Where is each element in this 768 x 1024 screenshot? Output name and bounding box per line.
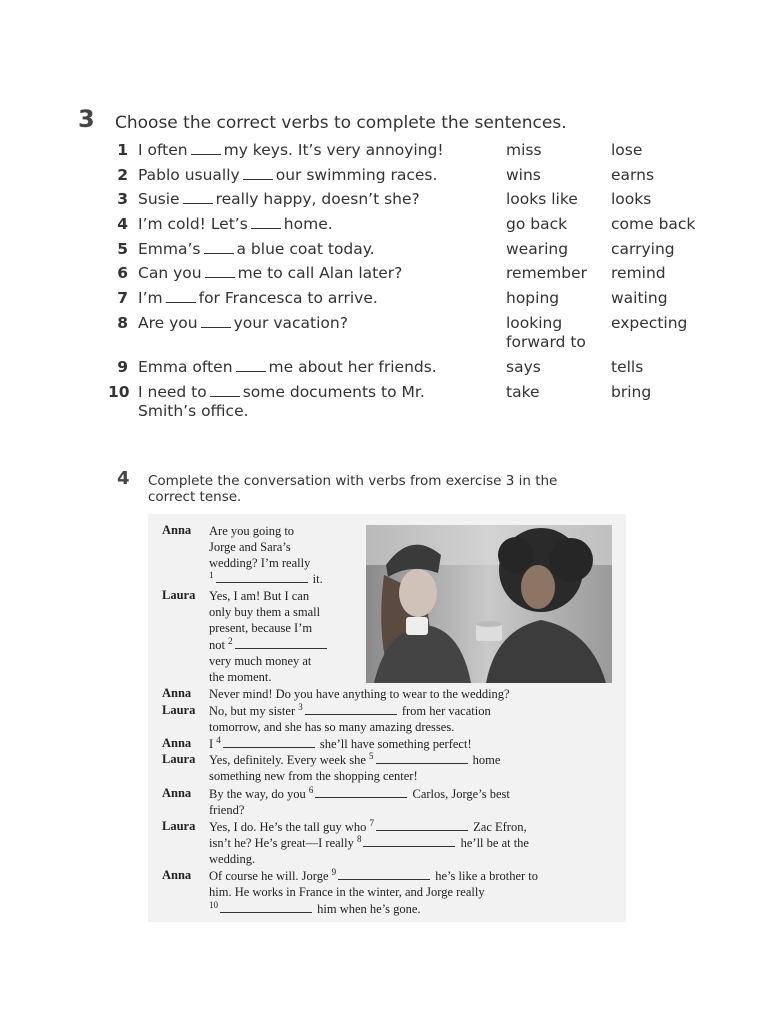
dialogue-line [209, 868, 538, 884]
dialogue-line [209, 901, 421, 917]
option-a[interactable] [506, 314, 586, 352]
sentence-10 [108, 383, 425, 421]
option-b[interactable]: bring [611, 383, 652, 401]
gap-number: 4 [216, 734, 221, 745]
speaker-anna: Anna [162, 736, 192, 750]
sentence-9 [117, 358, 437, 377]
answer-blank[interactable] [201, 315, 231, 328]
exercise-3-number: 3 [78, 105, 95, 133]
speaker-laura: Laura [162, 752, 196, 766]
option-a-line2: forward to [506, 333, 586, 351]
option-b[interactable]: carrying [611, 240, 675, 258]
speaker-anna: Anna [162, 786, 192, 800]
sentence-text: Emma’s [138, 240, 201, 258]
sentence-text: a blue coat today. [236, 240, 375, 258]
dialogue-line: only buy them a small [209, 605, 321, 619]
gap-10-blank[interactable] [220, 901, 312, 913]
item-number: 3 [117, 190, 128, 208]
answer-blank[interactable] [205, 265, 235, 278]
option-b[interactable]: come back [611, 215, 696, 233]
sentence-text: I’m [138, 289, 163, 307]
sentence-text: your vacation? [233, 314, 348, 332]
gap-8-blank[interactable] [363, 835, 455, 847]
dialogue-line: Yes, I am! But I can [209, 589, 310, 603]
sentence-8 [117, 314, 348, 333]
sentence-3 [117, 190, 420, 209]
item-number: 9 [117, 358, 128, 376]
sentence-text: Are you [138, 314, 198, 332]
gap-2-blank[interactable] [235, 637, 327, 649]
dialogue-text: Carlos, Jorge’s best [412, 787, 510, 801]
dialogue-line: wedding. [209, 852, 256, 866]
dialogue-line [209, 752, 500, 768]
option-a[interactable]: go back [506, 215, 568, 233]
option-a[interactable]: hoping [506, 289, 560, 307]
exercise-3-instruction: Choose the correct verbs to complete the sentences. [115, 113, 567, 133]
gap-4-blank[interactable] [223, 736, 315, 748]
dialogue-line: him. He works in France in the winter, and Jorge really [209, 885, 485, 899]
option-b[interactable]: waiting [611, 289, 668, 307]
dialogue-text: I [209, 737, 214, 751]
instruction-line: correct tense. [148, 489, 242, 505]
dialogue-text: it. [312, 572, 323, 586]
dialogue-line: the moment. [209, 670, 272, 684]
option-a[interactable]: wearing [506, 240, 569, 258]
item-number: 8 [117, 314, 128, 332]
speaker-laura: Laura [162, 819, 196, 833]
sentence-text: Pablo usually [138, 166, 240, 184]
dialogue-text: home [472, 753, 501, 767]
sentence-4 [117, 215, 333, 234]
sentence-text: Emma often [138, 358, 233, 376]
instruction-line: Complete the conversation with verbs from exercise 3 in the [148, 473, 558, 489]
answer-blank[interactable] [204, 241, 234, 254]
answer-blank[interactable] [183, 191, 213, 204]
sentence-text: Susie [138, 190, 180, 208]
dialogue-text: not [209, 638, 225, 652]
speaker-anna: Anna [162, 868, 192, 882]
answer-blank[interactable] [191, 142, 221, 155]
dialogue-text: from her vacation [401, 704, 491, 718]
dialogue-line: something new from the shopping center! [209, 769, 418, 783]
dialogue-line [209, 703, 491, 719]
option-a-line1: looking [506, 314, 563, 332]
dialogue-line [209, 819, 527, 835]
option-a[interactable]: miss [506, 141, 542, 159]
dialogue-text: Yes, I do. He’s the tall guy who [209, 820, 367, 834]
sentence-text: I need to [138, 383, 207, 401]
dialogue-line: Jorge and Sara’s [209, 540, 291, 554]
gap-7-blank[interactable] [376, 819, 468, 831]
sentence-text: our swimming races. [275, 166, 438, 184]
dialogue-line [209, 786, 510, 802]
gap-number: 3 [298, 701, 303, 712]
option-b[interactable]: tells [611, 358, 644, 376]
dialogue-line: friend? [209, 803, 245, 817]
dialogue-line [209, 736, 472, 752]
sentence-text: I’m cold! Let’s [138, 215, 248, 233]
item-number: 7 [117, 289, 128, 307]
answer-blank[interactable] [243, 167, 273, 180]
sentence-2 [117, 166, 438, 185]
option-b[interactable]: lose [611, 141, 643, 159]
gap-number: 6 [308, 784, 314, 795]
item-number: 2 [117, 166, 128, 184]
dialogue-line: very much money at [209, 654, 312, 668]
dialogue-text: Of course he will. Jorge [209, 869, 329, 883]
gap-6-blank[interactable] [315, 786, 407, 798]
item-number: 10 [108, 383, 130, 401]
option-b[interactable]: looks [611, 190, 652, 208]
dialogue-line: Are you going to [209, 524, 295, 538]
gap-3-blank[interactable] [305, 703, 397, 715]
option-a[interactable]: looks like [506, 190, 578, 208]
two-women-drinking-coffee-photo [366, 525, 612, 683]
option-a[interactable]: take [506, 383, 540, 401]
dialogue-line [209, 571, 323, 587]
gap-number: 5 [369, 750, 374, 761]
option-b[interactable]: remind [611, 264, 666, 282]
answer-blank[interactable] [236, 359, 266, 372]
dialogue-line [209, 637, 329, 653]
gap-number: 1 [209, 569, 214, 580]
sentence-text: Can you [138, 264, 202, 282]
sentence-text: me about her friends. [268, 358, 437, 376]
speaker-anna: Anna [162, 523, 192, 537]
gap-number: 2 [228, 635, 233, 646]
sentence-text: really happy, doesn’t she? [215, 190, 420, 208]
sentence-5 [117, 240, 375, 259]
sentence-text: my keys. It’s very annoying! [223, 141, 444, 159]
option-b[interactable]: expecting [611, 314, 688, 332]
option-a[interactable]: wins [506, 166, 541, 184]
answer-blank[interactable] [251, 216, 281, 229]
item-number: 1 [117, 141, 128, 159]
option-a[interactable]: says [506, 358, 541, 376]
dialogue-text: he’s like a brother to [435, 869, 539, 883]
sentence-text: for Francesca to arrive. [198, 289, 378, 307]
speaker-laura: Laura [162, 703, 196, 717]
gap-number: 8 [356, 833, 362, 844]
dialogue-line: tomorrow, and she has so many amazing dresses. [209, 720, 455, 734]
gap-number: 9 [331, 866, 337, 877]
sentence-text: some documents to Mr. [242, 383, 425, 401]
item-number: 6 [117, 264, 128, 282]
dialogue-line [209, 835, 529, 851]
option-b[interactable]: earns [611, 166, 655, 184]
dialogue-text: By the way, do you [209, 787, 306, 801]
gap-9-blank[interactable] [338, 868, 430, 880]
exercise-4-number: 4 [117, 468, 130, 489]
gap-1-blank[interactable] [216, 571, 308, 583]
sentence-text: me to call Alan later? [237, 264, 403, 282]
sentence-text: Smith’s office. [138, 402, 249, 420]
sentence-1 [117, 141, 444, 160]
answer-blank[interactable] [166, 290, 196, 303]
speaker-laura: Laura [162, 588, 196, 602]
answer-blank[interactable] [210, 384, 240, 397]
gap-5-blank[interactable] [376, 752, 468, 764]
sentence-6 [117, 264, 403, 283]
dialogue-text: Zac Efron, [473, 820, 527, 834]
dialogue-text: Yes, definitely. Every week she [209, 753, 366, 767]
dialogue-line: wedding? I’m really [209, 556, 311, 570]
item-number: 4 [117, 215, 128, 233]
gap-number: 10 [209, 899, 218, 910]
dialogue-line: present, because I’m [209, 621, 313, 635]
sentence-text: home. [283, 215, 333, 233]
dialogue-text: isn’t he? He’s great—I really [209, 836, 354, 850]
dialogue-line: Never mind! Do you have anything to wear to the wedding? [209, 687, 510, 701]
sentence-7 [117, 289, 378, 308]
gap-number: 7 [369, 817, 375, 828]
item-number: 5 [117, 240, 128, 258]
dialogue-text: him when he’s gone. [317, 902, 421, 916]
dialogue-text: No, but my sister [209, 704, 296, 718]
option-a[interactable]: remember [506, 264, 588, 282]
exercise-4-instruction [148, 473, 598, 505]
dialogue-text: he’ll be at the [460, 836, 529, 850]
dialogue-text: she’ll have something perfect! [319, 737, 472, 751]
speaker-anna: Anna [162, 686, 192, 700]
sentence-text: I often [138, 141, 188, 159]
